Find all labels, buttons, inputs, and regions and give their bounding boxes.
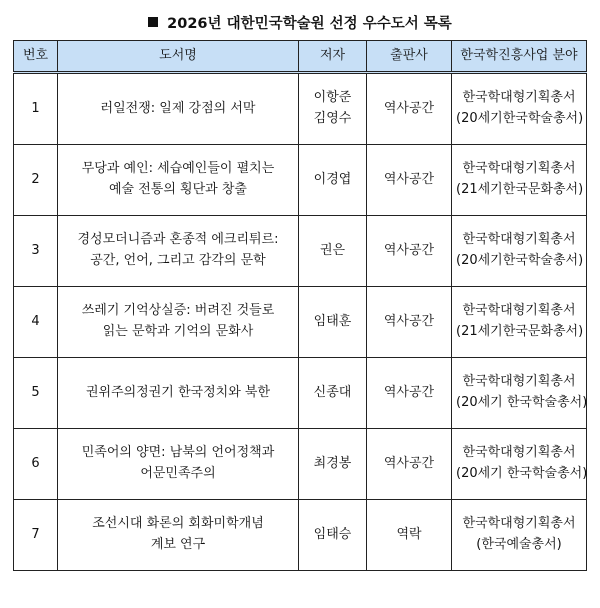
cell-field-line: (21세기한국문화총서) (456, 324, 584, 339)
table-header-row (14, 41, 587, 73)
cell-field-line: (20세기한국학술총서) (456, 111, 584, 126)
cell-title-line: 쓰레기 기억상실증: 버려진 것들로 (81, 303, 275, 319)
cell-field-line: (한국예술총서) (476, 537, 562, 552)
cell-author-line: 권은 (319, 242, 346, 258)
square-bullet-icon (148, 17, 158, 27)
cell-author (299, 216, 367, 287)
cell-title-line: 민족어의 양면: 남북의 언어정책과 (81, 445, 275, 461)
document-title-text: 2026년 대한민국학술원 선정 우수도서 목록 (167, 15, 452, 32)
cell-title (58, 500, 299, 571)
cell-publisher: 역락 (367, 500, 452, 571)
cell-title (58, 358, 299, 429)
cell-title-line: 공간, 언어, 그리고 감각의 문학 (90, 253, 266, 268)
cell-author (299, 429, 367, 500)
cell-title (58, 287, 299, 358)
header-author: 저자 (299, 41, 367, 73)
cell-field (452, 73, 587, 145)
cell-publisher: 역사공간 (367, 287, 452, 358)
table-row (14, 287, 587, 358)
table-row (14, 216, 587, 287)
cell-field (452, 216, 587, 287)
cell-author (299, 500, 367, 571)
table-row (14, 145, 587, 216)
cell-field-line: 한국학대형기획총서 (462, 90, 576, 106)
cell-title-line: 러일전쟁: 일제 강점의 서막 (100, 100, 256, 116)
table-body (14, 73, 587, 571)
cell-publisher: 역사공간 (367, 216, 452, 287)
cell-author-line: 최경봉 (313, 455, 352, 471)
cell-publisher: 역사공간 (367, 73, 452, 145)
cell-title (58, 145, 299, 216)
cell-field-line: 한국학대형기획총서 (462, 374, 576, 390)
cell-title-line: 예술 전통의 횡단과 창출 (109, 182, 247, 197)
cell-author (299, 73, 367, 145)
cell-title-line: 읽는 문학과 기억의 문화사 (102, 324, 254, 339)
header-no: 번호 (14, 41, 58, 73)
cell-field-line: (21세기한국문화총서) (456, 182, 584, 197)
cell-field-line: 한국학대형기획총서 (462, 161, 576, 177)
cell-publisher: 역사공간 (367, 429, 452, 500)
cell-author (299, 358, 367, 429)
cell-field-line: (20세기 한국학술총서) (456, 395, 588, 410)
header-title: 도서명 (58, 41, 299, 73)
cell-title-line: 경성모더니즘과 혼종적 에크리튀르: (77, 232, 279, 248)
book-list-table (13, 40, 587, 571)
cell-no: 5 (14, 358, 58, 429)
table-row (14, 429, 587, 500)
cell-field-line: (20세기 한국학술총서) (456, 466, 588, 481)
document-title (0, 10, 600, 34)
cell-field (452, 500, 587, 571)
cell-publisher: 역사공간 (367, 358, 452, 429)
cell-author (299, 287, 367, 358)
cell-author (299, 145, 367, 216)
cell-field-line: 한국학대형기획총서 (462, 445, 576, 461)
cell-field (452, 145, 587, 216)
table-row (14, 73, 587, 145)
cell-title (58, 73, 299, 145)
cell-field-line: 한국학대형기획총서 (462, 303, 576, 319)
cell-title-line: 어문민족주의 (140, 466, 216, 481)
cell-no: 7 (14, 500, 58, 571)
cell-author-line: 임태훈 (313, 313, 352, 329)
cell-no: 1 (14, 73, 58, 145)
cell-field-line: 한국학대형기획총서 (462, 516, 576, 532)
cell-field-line: 한국학대형기획총서 (462, 232, 576, 248)
header-publisher: 출판사 (367, 41, 452, 73)
table-row (14, 500, 587, 571)
cell-title-line: 권위주의정권기 한국정치와 북한 (85, 384, 271, 400)
table-row (14, 358, 587, 429)
cell-no: 3 (14, 216, 58, 287)
cell-author-line: 신종대 (313, 384, 352, 400)
cell-field-line: (20세기한국학술총서) (456, 253, 584, 268)
cell-field (452, 287, 587, 358)
cell-no: 4 (14, 287, 58, 358)
cell-title (58, 216, 299, 287)
cell-title-line: 무당과 예인: 세습예인들이 펼치는 (81, 161, 275, 177)
cell-author-line: 임태승 (313, 526, 352, 542)
cell-title-line: 계보 연구 (150, 537, 206, 552)
header-field: 한국학진흥사업 분야 (452, 41, 587, 73)
cell-author-line: 김영수 (313, 111, 352, 126)
cell-field (452, 358, 587, 429)
cell-no: 6 (14, 429, 58, 500)
cell-title (58, 429, 299, 500)
cell-author-line: 이경엽 (313, 171, 352, 187)
cell-no: 2 (14, 145, 58, 216)
cell-publisher: 역사공간 (367, 145, 452, 216)
cell-field (452, 429, 587, 500)
cell-author-line: 이항준 (313, 90, 352, 106)
cell-title-line: 조선시대 화론의 회화미학개념 (92, 516, 264, 532)
